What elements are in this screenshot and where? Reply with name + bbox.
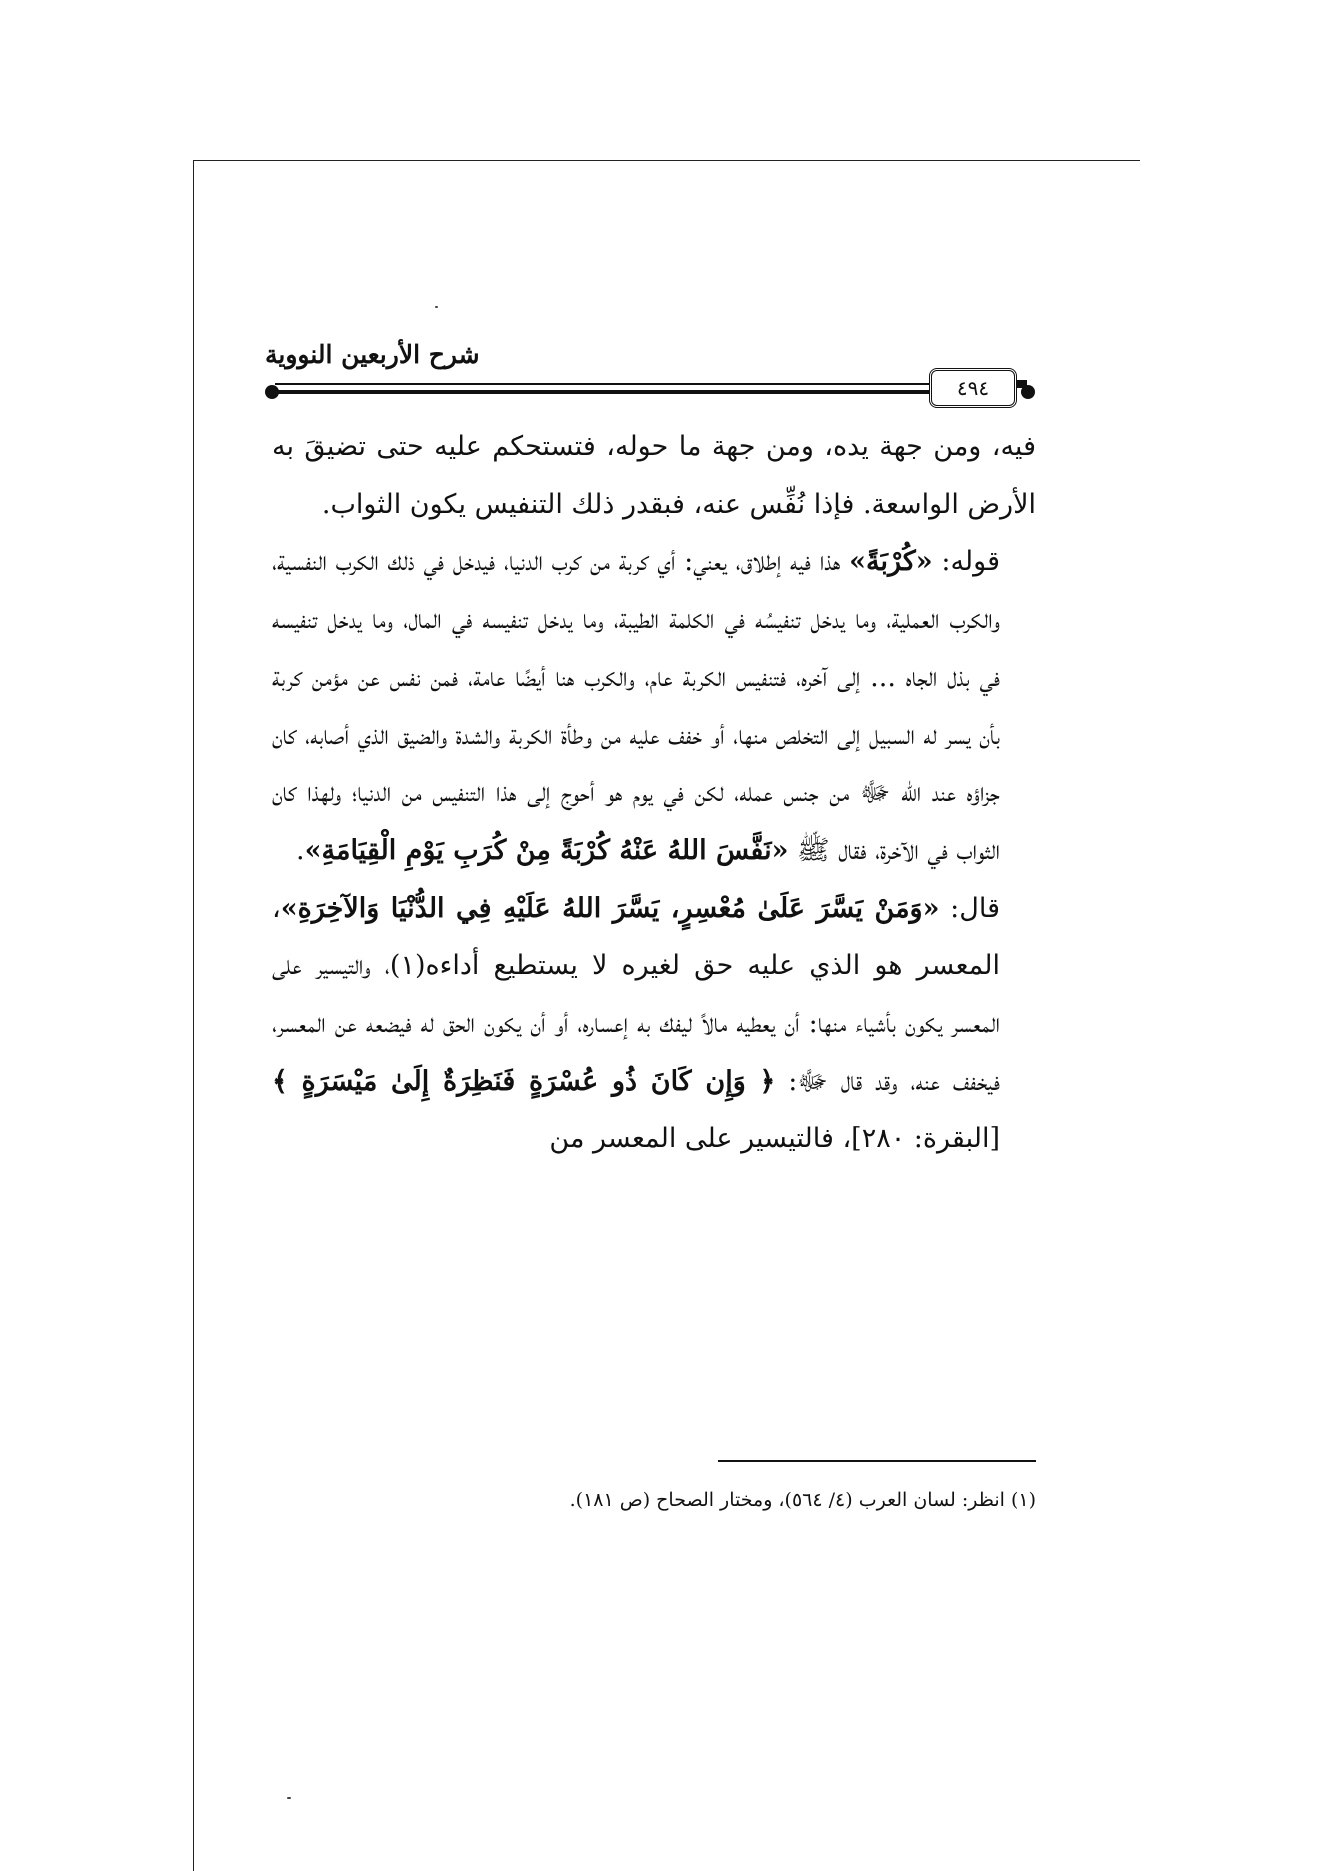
text-run: ، المعسر هو الذي عليه حق لغيره لا يستطيع أداءه [272,892,1000,982]
paragraph [272,533,1036,879]
scan-speck [287,1797,291,1799]
scan-edge-left [193,160,194,1871]
paragraph [272,418,1036,533]
scan-speck [435,306,438,308]
header-rule [275,383,935,385]
header-title: شرح الأربعين النووية [265,340,480,369]
running-header [265,340,1035,400]
scan-edge-top [193,160,1140,161]
text-run: . [296,834,305,866]
quoted-text: ﴿ وَإِن كَانَ ذُو عُسْرَةٍ فَنَظِرَةٌ إِلَىٰ مَيْسَرَةٍ ﴾ [272,1065,776,1097]
quoted-text: «كُرْبَةً» [849,546,933,578]
text-run: فيه، ومن جهة يده، ومن جهة ما حوله، فتستحكم عليه حتى تضيقَ به الأرض الواسعة. فإذا نُفِّس عنه، فبقدر ذلك التنفيس يكون الثواب. [272,431,1036,520]
body-text [272,418,1036,1168]
ornament-dot-icon [265,385,279,399]
paragraph [272,880,1036,1169]
quoted-text: «وَمَنْ يَسَّرَ عَلَىٰ مُعْسِرٍ، يَسَّرَ اللهُ عَلَيْهِ فِي الدُّنْيَا وَالآخِرَةِ» [280,892,940,924]
text-run: (١) [389,950,426,982]
text-run: هذا فيه إطلاق، يعني: أي كربة من كرب الدنيا، فيدخل في ذلك الكرب النفسية، والكرب العملية، وما يدخل تنفيسُه في الكلمة الطيبة، وما يدخل تنفيسه في المال، وما يدخل تنفيسه في بذل الجاه ... إلى آخره، فتنفيس الكربة عام، والكرب هنا أيضًا عامة، فمن نفس عن مؤمن كربة بأن يسر له السبيل إلى التخلص منها، أو خفف عليه من وطأة الكربة والشدة والضيق الذي أصابه، كان جزاؤه عند الله ﷻ من جنس عمله، لكن في يوم هو أحوج إلى هذا التنفيس من الدنيا؛ ولهذا كان الثواب في الآخرة، فقال ﷺ [272,546,1000,866]
header-rule [275,390,935,394]
footnote: (١) انظر: لسان العرب (٤/ ٥٦٤)، ومختار الصحاح (ص ١٨١). [569,1489,1036,1511]
footnote-separator [718,1460,1036,1462]
text-run: قوله: [932,546,1000,578]
text-run: [البقرة: ٢٨٠]، فالتيسير على المعسر من [549,1123,1000,1155]
quoted-text: «نَفَّسَ اللهُ عَنْهُ كُرْبَةً مِنْ كُرَبِ يَوْمِ الْقِيَامَةِ» [304,834,789,866]
text-run: ، والتيسير على المعسر يكون بأشياء منها: أن يعطيه مالاً ليفك به إعساره، أو أن يكون الحق له فيضعه عن المعسر، فيخفف عنه، وقد قال ﷻ: [272,950,1000,1097]
text-run: قال: [939,892,1000,924]
page-number: ٤٩٤ [929,368,1017,408]
